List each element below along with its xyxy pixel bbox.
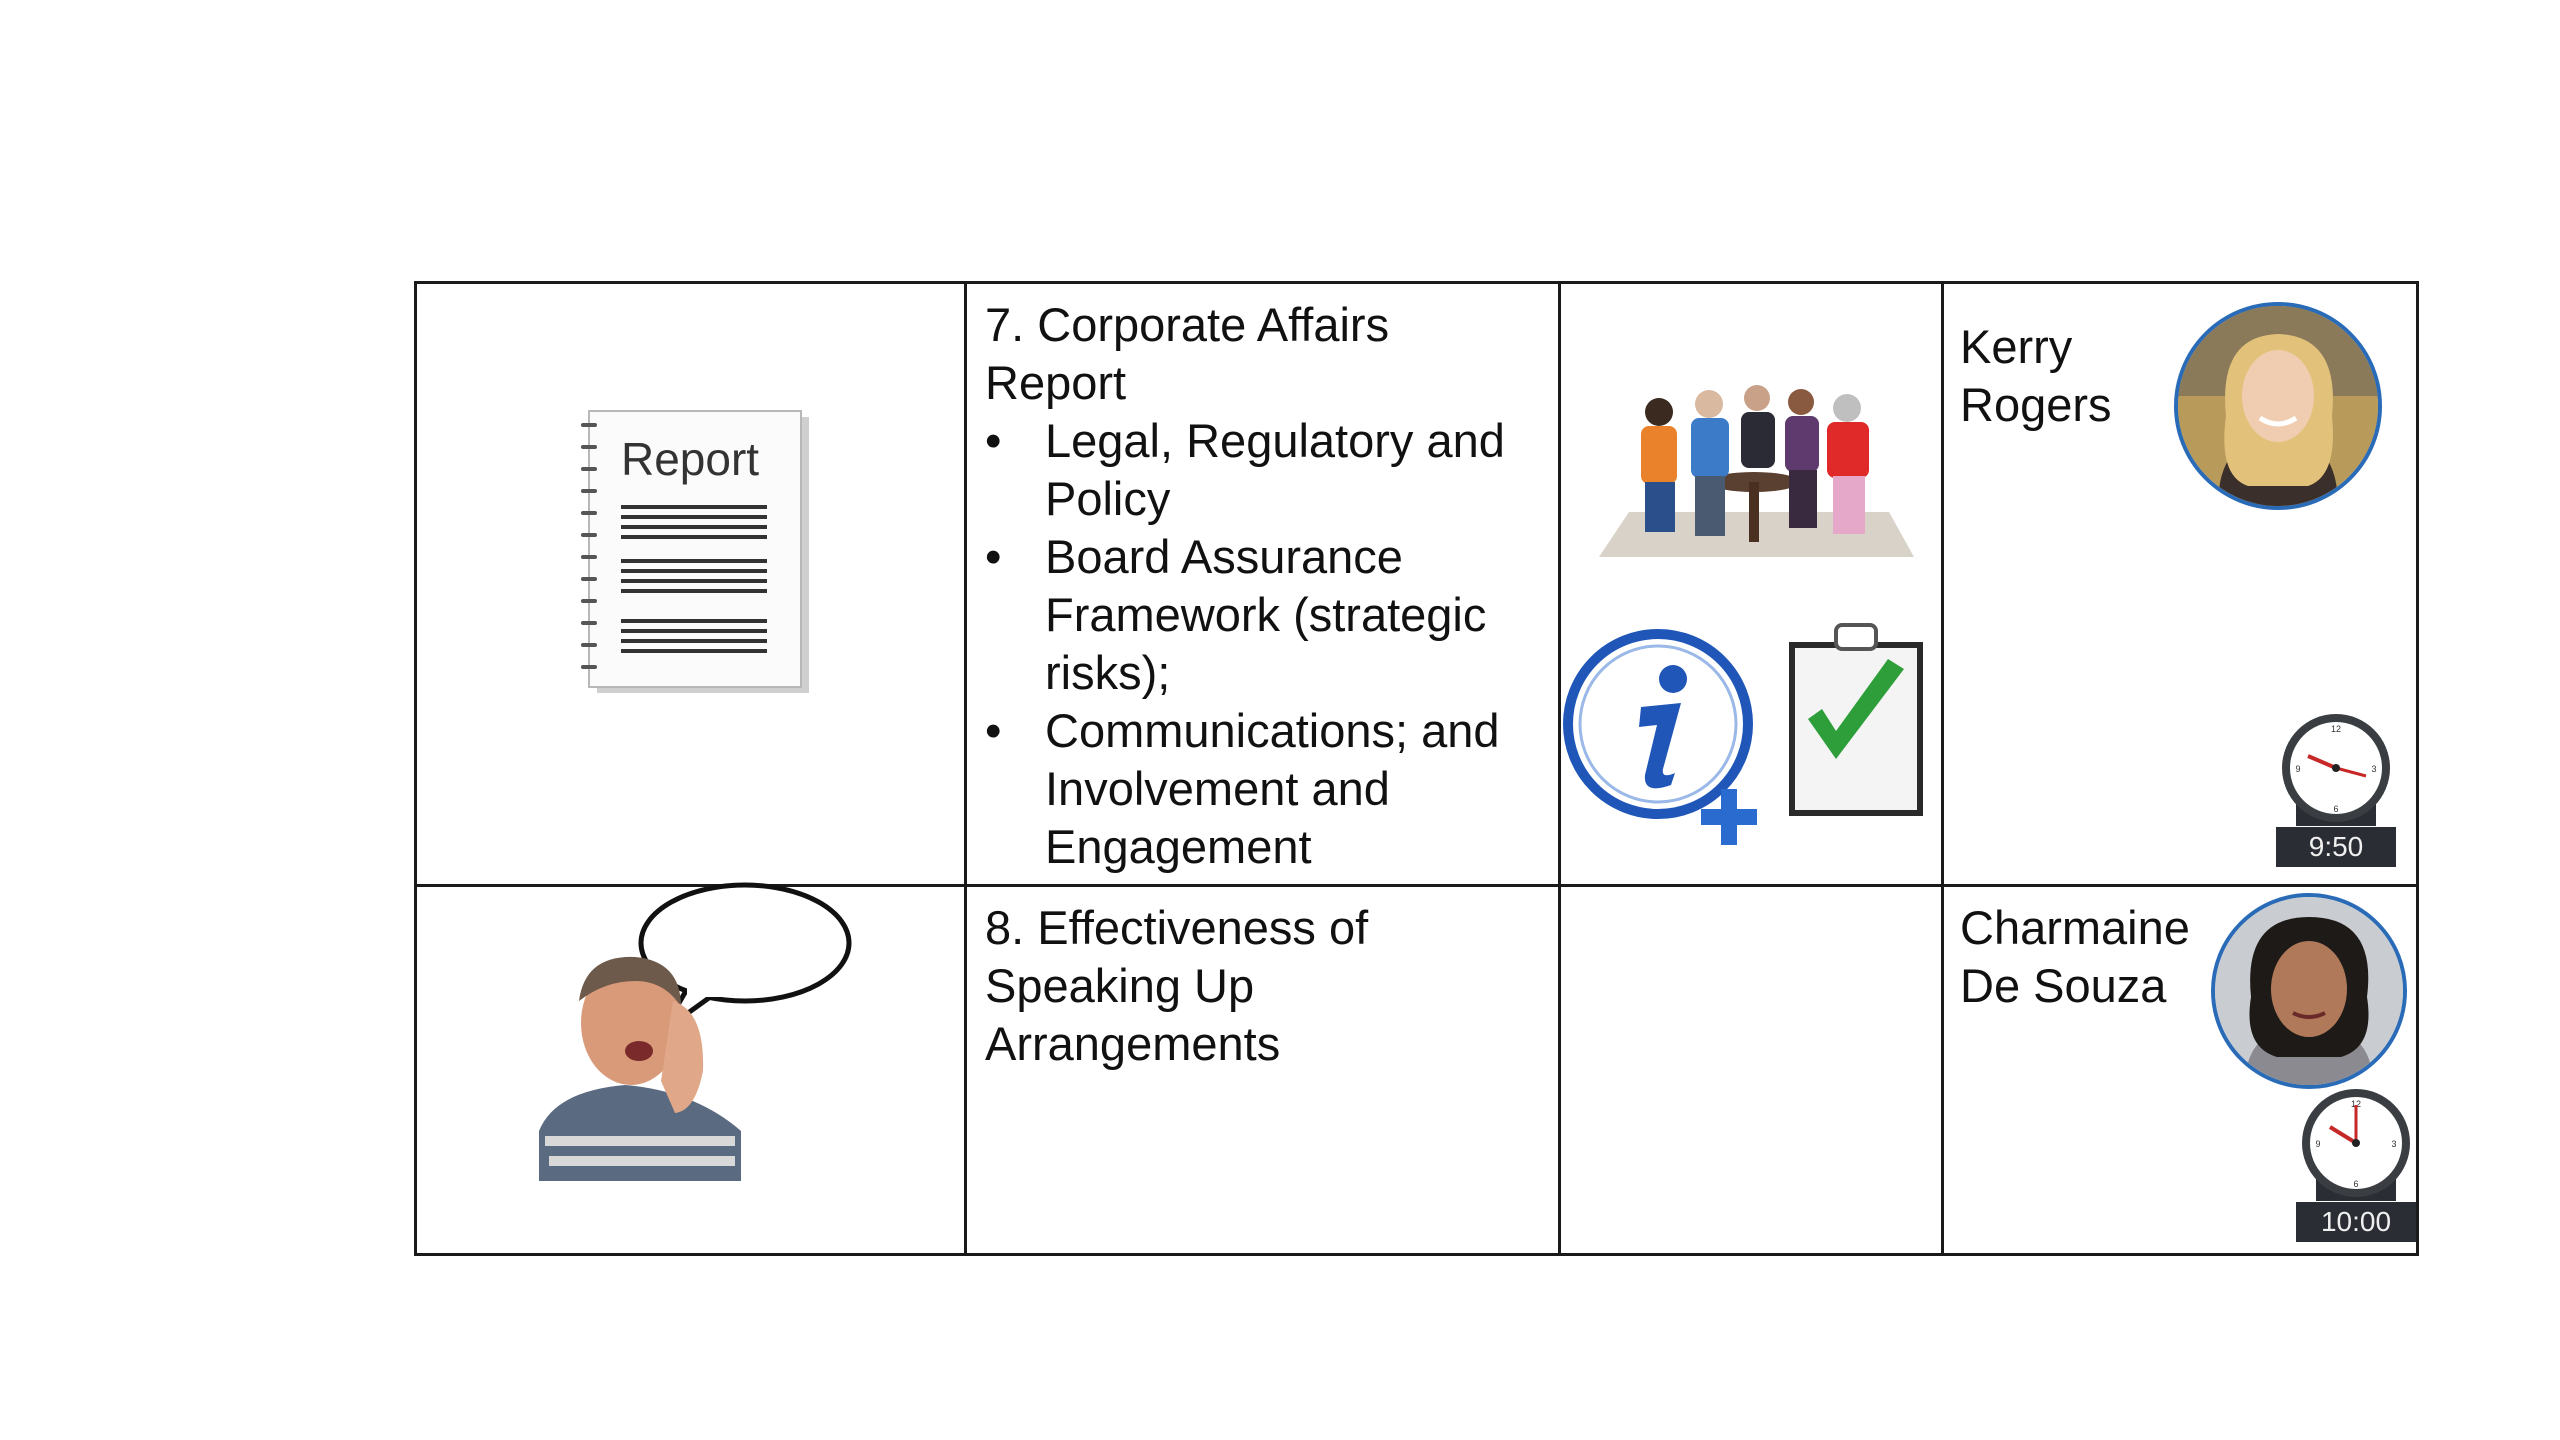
time-label: 10:00 bbox=[2296, 1202, 2416, 1242]
report-label: Report bbox=[621, 433, 760, 485]
man-speaking-speech-bubble-icon bbox=[535, 881, 855, 1191]
item-bullets bbox=[985, 412, 1540, 876]
agenda-table bbox=[414, 281, 2419, 1256]
bullet-item: • Communications; and Involvement and Engagement bbox=[985, 702, 1540, 876]
presenter-cell bbox=[1943, 886, 2418, 1255]
presenter-avatar bbox=[2211, 893, 2407, 1089]
presenter-name: Charmaine De Souza bbox=[1960, 901, 2190, 1012]
agenda-row-7 bbox=[416, 283, 2418, 886]
presenter-avatar bbox=[2174, 302, 2382, 510]
group-meeting-icon bbox=[1589, 362, 1919, 562]
illustration-cell bbox=[416, 283, 966, 886]
item-cell bbox=[966, 886, 1560, 1255]
time-label: 9:50 bbox=[2276, 827, 2396, 867]
agenda-item-8 bbox=[967, 887, 1558, 1073]
agenda-item-7 bbox=[967, 284, 1558, 876]
clock-icon bbox=[2276, 712, 2396, 830]
svg-text:9: 9 bbox=[2295, 764, 2301, 774]
presenter-cell bbox=[1943, 283, 2418, 886]
time-indicator bbox=[2276, 712, 2396, 867]
presenter-name: Kerry Rogers bbox=[1960, 320, 2112, 431]
svg-text:6: 6 bbox=[2333, 804, 2339, 814]
purpose-cell bbox=[1560, 886, 1943, 1255]
clock-icon bbox=[2296, 1087, 2416, 1205]
time-indicator bbox=[2296, 1087, 2416, 1242]
bullet-item: • Board Assurance Framework (strategic risks); bbox=[985, 528, 1540, 702]
bullet-item: • Legal, Regulatory and Policy bbox=[985, 412, 1540, 528]
item-title: 7. Corporate Affairs Report bbox=[985, 298, 1390, 409]
svg-text:3: 3 bbox=[2371, 764, 2377, 774]
svg-text:3: 3 bbox=[2391, 1139, 2397, 1149]
clipboard-check-icon bbox=[1786, 619, 1926, 819]
information-plus-icon bbox=[1563, 629, 1778, 849]
svg-text:9: 9 bbox=[2315, 1139, 2321, 1149]
report-document-icon bbox=[577, 409, 817, 699]
illustration-cell bbox=[416, 886, 966, 1255]
svg-text:12: 12 bbox=[2330, 724, 2342, 734]
item-cell bbox=[966, 283, 1560, 886]
purpose-cell bbox=[1560, 283, 1943, 886]
svg-text:12: 12 bbox=[2350, 1099, 2362, 1109]
svg-text:6: 6 bbox=[2353, 1179, 2359, 1189]
item-title: 8. Effectiveness of Speaking Up Arrangements bbox=[985, 901, 1369, 1070]
agenda-row-8 bbox=[416, 886, 2418, 1255]
